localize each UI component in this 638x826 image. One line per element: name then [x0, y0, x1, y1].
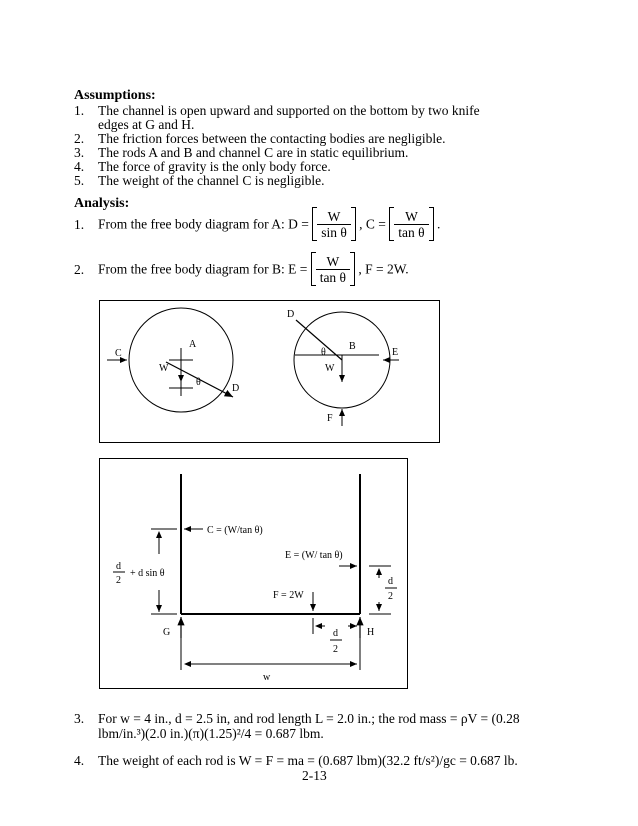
- rod-a: [107, 308, 239, 412]
- label-d: D: [232, 383, 240, 394]
- analysis-heading: Analysis:: [74, 196, 130, 211]
- label-d-b: D: [287, 309, 295, 320]
- label-2-bottom: 2: [333, 644, 338, 655]
- analysis-step-3-cont: lbm/in.³)(2.0 in.)(π)(1.25)²/4 = 0.687 lbm.: [98, 726, 324, 741]
- label-f: F: [327, 413, 333, 424]
- label-d-right: d: [388, 576, 393, 587]
- label-w-a: W: [159, 363, 169, 374]
- label-h: H: [367, 627, 375, 638]
- label-w-b: W: [325, 363, 335, 374]
- label-e-channel: E = (W/ tan θ): [285, 550, 343, 561]
- label-b: B: [349, 341, 356, 352]
- page-number: 2-13: [302, 768, 327, 783]
- label-g: G: [163, 627, 171, 638]
- fraction-w-over-tan: $\frac{W}{\text{tan θ}}$: [394, 209, 428, 240]
- assumption-item-3: 3. The rods A and B and channel C are in static equilibrium.: [74, 145, 409, 160]
- analysis-step-4: 4. The weight of each rod is W = F = ma = (0.687 lbm)(32.2 ft/s²)/gc = 0.687 lb.: [74, 753, 518, 768]
- assumptions-heading: Assumptions:: [74, 88, 156, 103]
- label-c-channel: C = (W/tan θ): [207, 525, 263, 536]
- analysis-step-1: 1. From the free body diagram for A: D = $\frac{W}{\text{sin θ}}$ , C = $\frac{W}{\text{tan θ}}$ .: [74, 208, 441, 240]
- label-2-right: 2: [388, 591, 393, 602]
- rod-free-body-diagram: [99, 300, 441, 443]
- assumption-item-1-cont: edges at G and H.: [98, 117, 195, 132]
- assumption-item-4: 4. The force of gravity is the only body force.: [74, 159, 331, 174]
- analysis-step-3: 3. For w = 4 in., d = 2.5 in, and rod length L = 2.0 in.; the rod mass = ρV = (0.28: [74, 711, 520, 726]
- label-e: E: [392, 347, 399, 358]
- assumption-item-2: 2. The friction forces between the contacting bodies are negligible.: [74, 131, 446, 146]
- fraction-w-over-sin: $\frac{W}{\text{sin θ}}$: [317, 209, 351, 240]
- label-f-channel: F = 2W: [273, 590, 304, 601]
- label-plus-dsin: + d sin θ: [130, 568, 165, 579]
- label-2-left: 2: [116, 575, 121, 586]
- label-theta-b: θ: [321, 347, 326, 358]
- fraction-e: $\frac{W}{\text{tan θ}}$: [316, 254, 350, 285]
- label-w-dim: w: [263, 672, 271, 683]
- label-d-left: d: [116, 561, 121, 572]
- assumption-item-5: 5. The weight of the channel C is negligible.: [74, 173, 325, 188]
- assumption-item-1: 1. The channel is open upward and supported on the bottom by two knife: [74, 103, 480, 118]
- label-c: C: [115, 348, 122, 359]
- label-theta-a: θ: [196, 377, 201, 388]
- channel-free-body-diagram: [99, 458, 409, 690]
- rod-b: [287, 309, 399, 426]
- force-d-line-b: [296, 320, 342, 360]
- analysis-step-2: 2. From the free body diagram for B: E = $\frac{W}{\text{tan θ}}$ , F = 2W.: [74, 253, 409, 285]
- label-d-bottom: d: [333, 628, 338, 639]
- label-a: A: [189, 339, 197, 350]
